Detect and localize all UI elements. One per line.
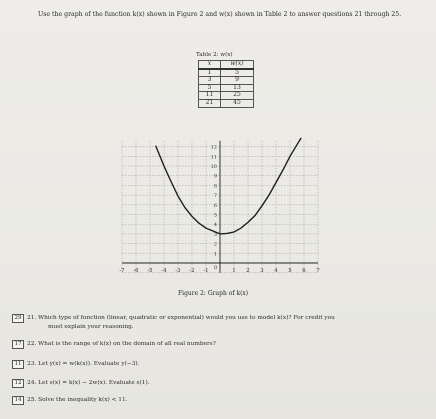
table-cell-wx: 9: [221, 77, 254, 85]
question-text-continued: must explain your reasoning.: [48, 323, 134, 330]
table-cell-wx: 5: [221, 69, 254, 77]
table-header-row: [199, 61, 254, 69]
question-21: [12, 314, 427, 331]
points-box: 12: [12, 379, 24, 388]
table-row: [199, 99, 254, 107]
points-box: 11: [12, 360, 24, 369]
question-24: [12, 379, 427, 388]
x-tick-label: 7: [316, 268, 320, 274]
x-tick-label: -5: [147, 268, 153, 274]
table-cell-x: 3: [199, 77, 221, 85]
k-curve: [156, 138, 302, 234]
question-text: 24. Let s(x) = k(x) − 2w(x). Evaluate s(1).: [27, 380, 150, 386]
table-cell-wx: 13: [221, 84, 254, 92]
table-caption: Table 2: w(x): [196, 52, 233, 58]
x-tick-label: 1: [232, 268, 236, 274]
x-tick-label: -6: [133, 268, 139, 274]
question-text: 25. Solve the inequality k(x) < 11.: [27, 397, 128, 403]
y-tick-label: 2: [213, 241, 217, 248]
graph-axes: [122, 141, 318, 273]
x-tick-label: -2: [189, 268, 195, 274]
question-22: [12, 340, 427, 349]
table-header-wx: w(x): [221, 61, 254, 69]
y-tick-label: 3: [213, 231, 217, 238]
origin-label: 0: [213, 265, 217, 271]
figure-caption: Figure 2: Graph of k(x): [178, 290, 249, 297]
table-cell-x: 11: [199, 92, 221, 100]
points-box: 14: [12, 396, 24, 405]
question-text: 23. Let y(x) = w(k(x)). Evaluate y(−3).: [27, 361, 140, 367]
instructions-text: Use the graph of the function k(x) shown in Figure 2 and w(x) shown in Table 2 to answer questions 21 through 25.: [38, 11, 402, 18]
x-tick-label: -3: [175, 268, 181, 274]
y-tick-label: 11: [210, 154, 217, 161]
graph-of-k: [110, 136, 330, 286]
y-tick-label: 12: [210, 144, 217, 151]
y-tick-label: 9: [213, 173, 217, 180]
points-box: 29: [12, 314, 24, 323]
question-23: [12, 360, 427, 369]
x-tick-label: 3: [260, 268, 264, 274]
table-cell-x: 21: [199, 99, 221, 107]
table-cell-wx: 25: [221, 92, 254, 100]
table-cell-wx: 45: [221, 99, 254, 107]
table-row: [199, 69, 254, 77]
x-tick-label: -4: [161, 268, 167, 274]
x-tick-label: -7: [119, 268, 125, 274]
question-text: 21. Which type of function (linear, quadratic or exponential) would you use to model k(x)? For credit you: [27, 315, 335, 321]
points-box: 17: [12, 340, 24, 349]
values-table: [198, 60, 254, 108]
y-tick-label: 10: [210, 164, 217, 170]
y-tick-label: 6: [213, 202, 217, 209]
x-tick-label: -1: [203, 268, 209, 274]
y-tick-label: 7: [213, 193, 217, 200]
x-tick-label: 2: [246, 268, 250, 274]
question-25: [12, 396, 427, 405]
y-tick-label: 4: [213, 222, 217, 229]
y-tick-label: 5: [213, 212, 217, 219]
table-cell-x: 1: [199, 69, 221, 77]
table-cell-x: 5: [199, 84, 221, 92]
y-tick-label: 1: [213, 251, 217, 258]
x-tick-label: 6: [302, 268, 306, 274]
table-row: [199, 77, 254, 85]
table-header-x: x: [199, 61, 221, 69]
question-text: 22. What is the range of k(x) on the domain of all real numbers?: [27, 341, 216, 347]
x-tick-label: 5: [288, 268, 292, 274]
y-tick-label: 8: [213, 183, 217, 190]
x-tick-label: 4: [274, 268, 278, 274]
